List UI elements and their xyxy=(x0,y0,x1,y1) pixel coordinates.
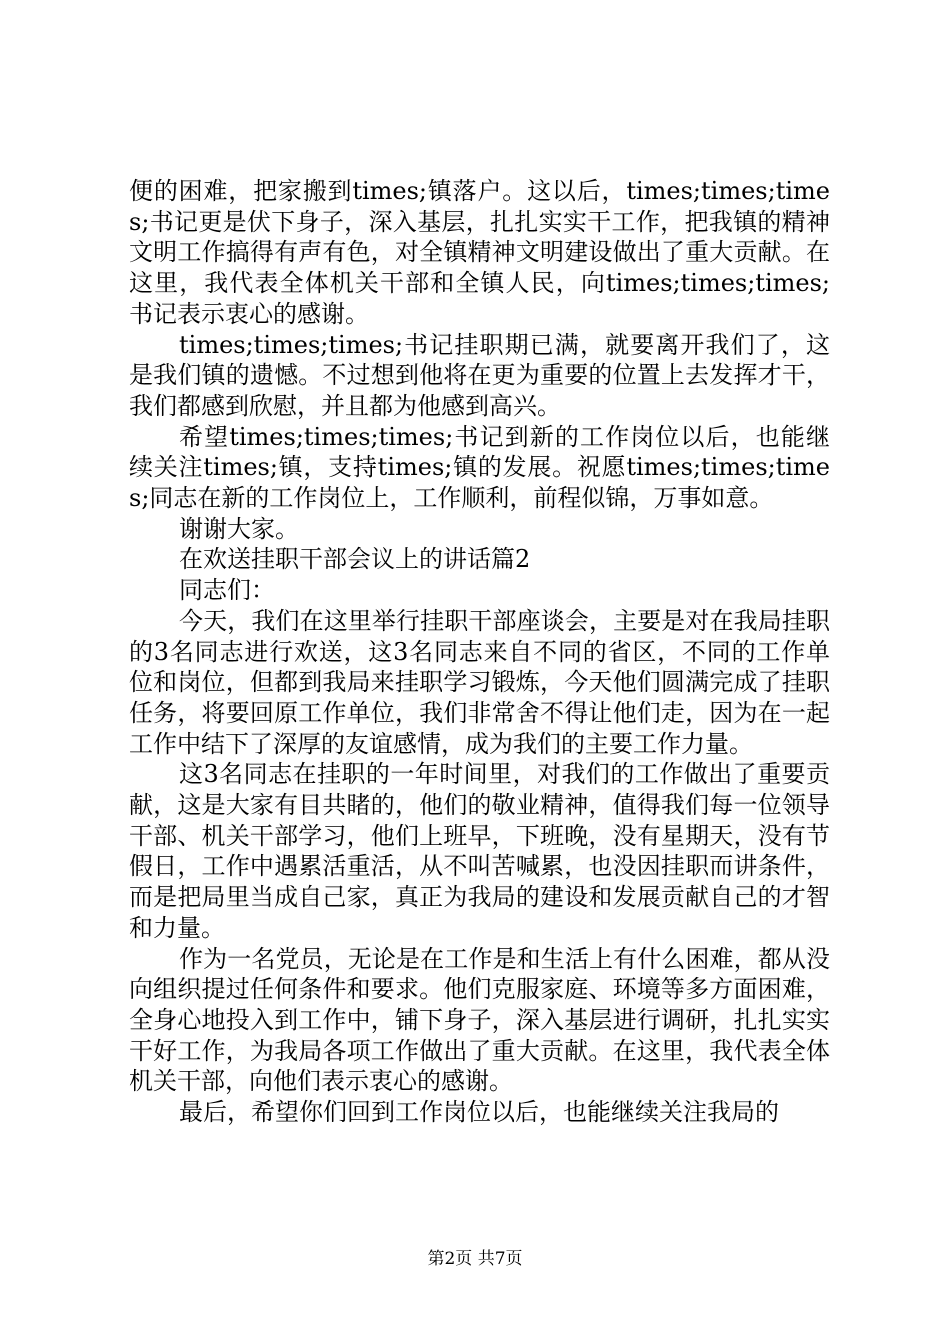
paragraph-7: 今天，我们在这里举行挂职干部座谈会，主要是对在我局挂职的3名同志进行欢送，这3名同志来自不同的省区，不同的工作单位和岗位，但都到我局来挂职学习锻炼，今天他们圆满完成了挂职任务，将要回原工作单位，我们非常舍不得让他们走，因为在一起工作中结下了深厚的友谊感情，成为我们的主要工作力量。 xyxy=(129,606,830,758)
paragraph-1: 便的困难，把家搬到times;镇落户。这以后，times;times;times;书记更是伏下身子，深入基层，扎扎实实干工作，把我镇的精神文明工作搞得有声有色，对全镇精神文明建设做出了重大贡献。在这里，我代表全体机关干部和全镇人民，向times;times;times;书记表示衷心的感谢。 xyxy=(129,177,830,328)
salutation: 同志们： xyxy=(179,576,275,605)
paragraph-10: 最后，希望你们回到工作岗位以后，也能继续关注我局的 xyxy=(179,1098,779,1127)
paragraph-2: times;times;times;书记挂职期已满，就要离开我们了，这是我们镇的遗憾。不过想到他将在更为重要的位置上去发挥才干，我们都感到欣慰，并且都为他感到高兴。 xyxy=(129,330,830,420)
section-heading: 在欢送挂职干部会议上的讲话篇2 xyxy=(179,545,531,574)
paragraph-8: 这3名同志在挂职的一年时间里，对我们的工作做出了重要贡献，这是大家有目共睹的，他们的敬业精神，值得我们每一位领导干部、机关干部学习，他们上班早，下班晚，没有星期天，没有节假日，工作中遇累活重活，从不叫苦喊累，也没因挂职而讲条件，而是把局里当成自己家，真正为我局的建设和发展贡献自己的才智和力量。 xyxy=(129,760,830,942)
page-number-footer: 第2页 共7页 xyxy=(427,1249,523,1269)
document-body xyxy=(129,176,830,1128)
paragraph-9: 作为一名党员，无论是在工作是和生活上有什么困难，都从没向组织提过任何条件和要求。他们克服家庭、环境等多方面困难，全身心地投入到工作中，铺下身子，深入基层进行调研，扎扎实实干好工作，为我局各项工作做出了重大贡献。在这里，我代表全体机关干部，向他们表示衷心的感谢。 xyxy=(129,944,830,1096)
paragraph-3: 希望times;times;times;书记到新的工作岗位以后，也能继续关注times;镇，支持times;镇的发展。祝愿times;times;times;同志在新的工作岗位上，工作顺利，前程似锦，万事如意。 xyxy=(129,422,830,513)
paragraph-4: 谢谢大家。 xyxy=(179,514,299,543)
